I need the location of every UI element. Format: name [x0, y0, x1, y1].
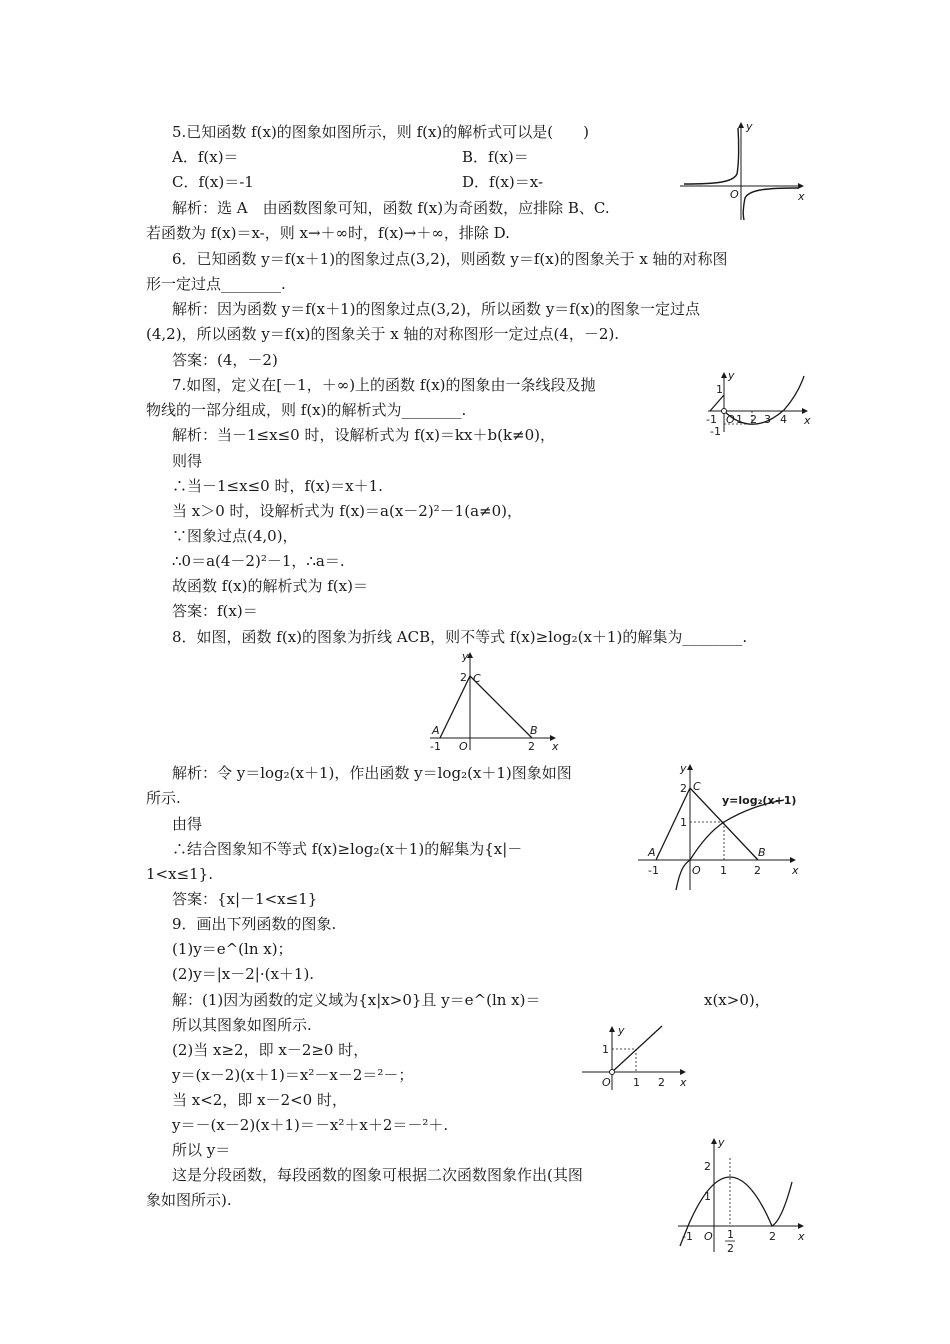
- axis-label-y: y: [462, 650, 469, 663]
- q9-solution-1: 解：(1)因为函数的定义域为{x|x>0}且 y＝e^(ln x)＝: [172, 991, 541, 1009]
- axis-label-x: x: [552, 740, 559, 752]
- tick-x-4: 4: [780, 413, 787, 426]
- origin-label: O: [692, 864, 701, 877]
- tick-x-minus1: -1: [430, 740, 441, 752]
- figure-q8-graph: [426, 648, 562, 752]
- point-a-label: A: [432, 724, 440, 737]
- q9-solution-1b: x(x>0)，: [704, 991, 770, 1009]
- q5-stem: 5.已知函数 f(x)的图象如图所示，则 f(x)的解析式可以是( ): [172, 123, 589, 141]
- tick-x-2: 2: [528, 740, 535, 752]
- q5-option-b: B．f(x)＝: [462, 148, 529, 166]
- axis-label-y: y: [680, 762, 687, 775]
- tick-half-denominator: 2: [727, 1242, 734, 1255]
- tick-x-1: 1: [633, 1076, 640, 1089]
- q6-stem-2: 形一定过点________.: [146, 275, 286, 293]
- q8-answer: 答案：{x|－1<x≤1}: [172, 890, 318, 908]
- q8-analysis-1: 解析：令 y＝log₂(x＋1)，作出函数 y＝log₂(x＋1)图象如图: [172, 764, 572, 782]
- q5-analysis-1: 解析：选 A 由函数图象可知，函数 f(x)为奇函数，应排除 B、C.: [172, 199, 610, 217]
- q8-analysis-2: 所示.: [146, 789, 181, 807]
- q9-part-1: (1)y＝e^(ln x)；: [172, 940, 293, 958]
- origin-label: O: [602, 1076, 611, 1089]
- q9-solution-3: (2)当 x≥2，即 x－2≥0 时，: [172, 1041, 369, 1059]
- point-b-label: B: [758, 846, 766, 859]
- q7-analysis-7: 故函数 f(x)的解析式为 f(x)＝: [172, 577, 368, 595]
- figure-q5-graph: [678, 118, 808, 222]
- q8-analysis-5: 1<x≤1}.: [146, 865, 213, 883]
- axis-label-y: y: [728, 369, 735, 382]
- axis-label-x: x: [804, 414, 811, 427]
- q6-analysis-1: 解析：因为函数 y＝f(x＋1)的图象过点(3,2)，所以函数 y＝f(x)的图象一定过点: [172, 300, 701, 318]
- tick-x-2: 2: [754, 864, 761, 877]
- axis-label-x: x: [680, 1076, 687, 1089]
- tick-x-1: 1: [736, 413, 743, 426]
- curve-label: y=log₂(x+1): [722, 794, 797, 807]
- q5-option-a: A．f(x)＝: [172, 148, 239, 166]
- q7-analysis-2: 则得: [172, 452, 203, 470]
- axis-label-x: x: [798, 190, 805, 203]
- axis-label-y: y: [718, 1136, 725, 1149]
- q9-solution-6: y＝－(x－2)(x＋1)＝－x²＋x＋2＝－²＋.: [172, 1116, 449, 1134]
- q7-analysis-3: ∴当－1≤x≤0 时，f(x)＝x＋1.: [172, 477, 383, 495]
- point-a-label: A: [648, 846, 656, 859]
- q7-analysis-5: ∵图象过点(4,0)，: [172, 527, 298, 545]
- figure-q9-part2-graph: [674, 1134, 810, 1256]
- tick-y-1: 1: [602, 1043, 609, 1056]
- q9-solution-9: 象如图所示).: [146, 1191, 232, 1209]
- q8-stem: 8．如图，函数 f(x)的图象为折线 ACB，则不等式 f(x)≥log₂(x＋1)的解集为________.: [172, 628, 748, 646]
- point-b-label: B: [530, 724, 538, 737]
- tick-y-2: 2: [704, 1160, 711, 1173]
- tick-half-numerator: 1: [727, 1228, 734, 1241]
- axis-label-y: y: [618, 1024, 625, 1037]
- axis-label-x: x: [792, 864, 799, 877]
- origin-label: O: [704, 1230, 713, 1243]
- origin-label: O: [726, 413, 735, 426]
- q6-stem-1: 6．已知函数 y＝f(x＋1)的图象过点(3,2)，则函数 y＝f(x)的图象关于 x 轴的对称图: [172, 250, 728, 268]
- tick-y-minus1: -1: [710, 425, 721, 438]
- q8-analysis-3: 由得: [172, 815, 203, 833]
- figure-q7-graph: [706, 368, 812, 438]
- axis-label-x: x: [798, 1230, 805, 1243]
- q6-answer: 答案：(4，－2): [172, 351, 278, 369]
- q5-analysis-2: 若函数为 f(x)＝x-，则 x→＋∞时，f(x)→＋∞，排除 D.: [146, 224, 510, 242]
- q5-option-c: C．f(x)＝-1: [172, 173, 254, 191]
- q5-option-d: D．f(x)＝x-: [462, 173, 544, 191]
- axis-label-y: y: [746, 120, 753, 133]
- q6-analysis-2: (4,2)，所以函数 y＝f(x)的图象关于 x 轴的对称图形一定过点(4，－2).: [146, 325, 620, 343]
- q9-solution-5: 当 x<2，即 x－2<0 时，: [172, 1091, 347, 1109]
- origin-label: O: [459, 740, 468, 752]
- tick-x-1: 1: [720, 864, 727, 877]
- q7-analysis-4: 当 x＞0 时，设解析式为 f(x)＝a(x－2)²－1(a≠0)，: [172, 502, 522, 520]
- q7-analysis-6: ∴0＝a(4－2)²－1，∴a＝.: [172, 552, 345, 570]
- origin-label: O: [730, 188, 739, 201]
- tick-y-2: 2: [460, 671, 467, 684]
- figure-q8-analysis-graph: [634, 760, 800, 892]
- tick-x-2: 2: [658, 1076, 665, 1089]
- q9-solution-4: y＝(x－2)(x＋1)＝x²－x－2＝²－；: [172, 1066, 414, 1084]
- tick-x-minus1: -1: [706, 413, 717, 426]
- tick-y-1: 1: [680, 816, 687, 829]
- q8-analysis-4: ∴结合图象知不等式 f(x)≥log₂(x＋1)的解集为{x|－: [172, 840, 523, 858]
- tick-y-1: 1: [704, 1190, 711, 1203]
- q9-stem: 9．画出下列函数的图象.: [172, 915, 337, 933]
- q7-answer: 答案：f(x)＝: [172, 602, 258, 620]
- tick-x-3: 3: [764, 413, 771, 426]
- tick-y-2: 2: [680, 782, 687, 795]
- q7-stem-2: 物线的一部分组成，则 f(x)的解析式为________.: [146, 401, 467, 419]
- tick-x-minus1: -1: [648, 864, 659, 877]
- point-c-label: C: [693, 780, 701, 793]
- point-c-label: C: [473, 672, 481, 685]
- q7-stem-1: 7.如图，定义在[－1，＋∞)上的函数 f(x)的图象由一条线段及抛: [172, 376, 596, 394]
- q9-solution-2: 所以其图象如图所示.: [172, 1016, 312, 1034]
- q7-analysis-1: 解析：当－1≤x≤0 时，设解析式为 f(x)＝kx＋b(k≠0)，: [172, 426, 555, 444]
- q9-solution-8: 这是分段函数，每段函数的图象可根据二次函数图象作出(其图: [172, 1166, 583, 1184]
- tick-x-minus1: -1: [682, 1230, 693, 1243]
- tick-x-2: 2: [769, 1230, 776, 1243]
- tick-x-2: 2: [750, 413, 757, 426]
- figure-q9-part1-graph: [578, 1022, 692, 1094]
- tick-y-1: 1: [716, 383, 723, 396]
- q9-solution-7: 所以 y＝: [172, 1141, 231, 1159]
- q9-part-2: (2)y＝|x－2|·(x＋1).: [172, 965, 315, 983]
